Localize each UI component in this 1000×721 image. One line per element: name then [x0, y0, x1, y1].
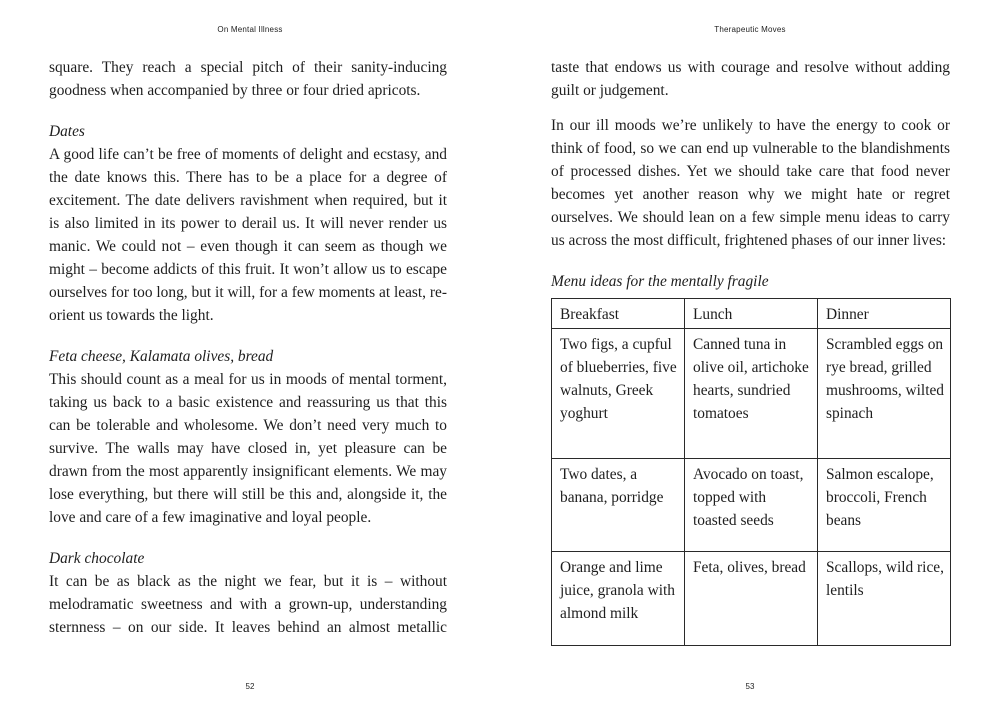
- header-lunch: Lunch: [685, 299, 818, 329]
- table-row: [552, 329, 951, 459]
- menu-table: [551, 298, 951, 646]
- header-dinner: Dinner: [818, 299, 951, 329]
- opening-paragraph: square. They reach a special pitch of their sanity-inducing goodness when accompanied by three or four dried apricots.: [49, 59, 447, 99]
- table-cell: Scrambled eggs on rye bread, grilled mushrooms, wilted spinach: [818, 329, 951, 459]
- section-heading-dates: Dates: [49, 123, 85, 140]
- running-head-left: On Mental Illness: [217, 25, 283, 34]
- table-row: [552, 459, 951, 552]
- table-cell: Salmon escalope, broccoli, French beans: [818, 459, 951, 552]
- table-cell: Scallops, wild rice, lentils: [818, 552, 951, 646]
- table-cell: Two dates, a banana, porridge: [552, 459, 685, 552]
- section-body-feta: This should count as a meal for us in moods of mental torment, taking us back to a basic existence and reassuring us that this can be tolerable and wholesome. We don’t need very much to survive. The walls may have closed in, yet pleasure can be drawn from the most apparently insignificant elements. We may lose everything, but there will still be this and, alongside it, the love and care of a few imaginative and loyal people.: [49, 371, 447, 526]
- section-body-dates: A good life can’t be free of moments of delight and ecstasy, and the date knows this. There has to be a place for a degree of excitement. The date delivers ravishment when required, but it is also limited in its power to derail us. It will never render us manic. We could not – even though it can seem as though we might – become addicts of this fruit. It won’t allow us to escape ourselves for too long, but it will, for a few moments at least, re-orient us towards the light.: [49, 146, 447, 324]
- header-breakfast: Breakfast: [552, 299, 685, 329]
- table-cell: Orange and lime juice, granola with almond milk: [552, 552, 685, 646]
- table-cell: Avocado on toast, topped with toasted seeds: [685, 459, 818, 552]
- menu-caption: Menu ideas for the mentally fragile: [551, 273, 769, 290]
- table-header-row: [552, 299, 951, 329]
- running-head-right: Therapeutic Moves: [714, 25, 786, 34]
- menu-intro-paragraph: In our ill moods we’re unlikely to have the energy to cook or think of food, so we can end up vulnerable to the blandishments of processed dishes. Yet we should take care that food never becomes yet another reason why we might hate or regret ourselves. We should lean on a few simple menu ideas to carry us across the most difficult, frightened phases of our inner lives:: [551, 117, 950, 249]
- left-text-block: [49, 56, 447, 639]
- page-number-right: 53: [745, 682, 755, 691]
- table-cell: Feta, olives, bread: [685, 552, 818, 646]
- page-number-left: 52: [245, 682, 255, 691]
- section-heading-feta: Feta cheese, Kalamata olives, bread: [49, 348, 274, 365]
- table-row: [552, 552, 951, 646]
- table-cell: Canned tuna in olive oil, artichoke hearts, sundried tomatoes: [685, 329, 818, 459]
- right-text-block: [551, 56, 950, 252]
- section-heading-dark-chocolate: Dark chocolate: [49, 550, 145, 567]
- table-cell: Two figs, a cupful of blueberries, five walnuts, Greek yoghurt: [552, 329, 685, 459]
- section-body-dark-chocolate: It can be as black as the night we fear, but it is – without melodramatic sweetness and with a grown-up, understanding sternness – on our side. It leaves behind an almost metallic: [49, 573, 447, 636]
- continued-paragraph: taste that endows us with courage and resolve without adding guilt or judgement.: [551, 59, 950, 99]
